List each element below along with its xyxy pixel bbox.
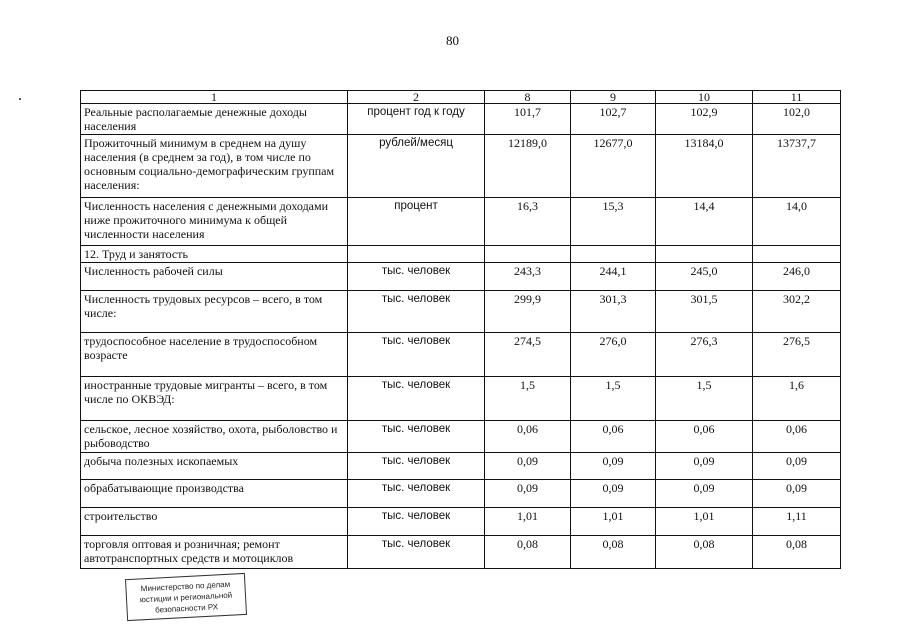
value-cell: 276,3: [656, 333, 753, 377]
indicator-name: добыча полезных ископаемых: [81, 453, 348, 480]
table-row: [81, 198, 841, 246]
value-cell: 0,06: [656, 421, 753, 453]
column-header: 11: [753, 91, 841, 104]
table-row: [81, 263, 841, 291]
table-row: [81, 291, 841, 333]
value-cell: 102,0: [753, 104, 841, 135]
value-cell: 102,7: [571, 104, 656, 135]
section-row: [81, 246, 841, 263]
value-cell: 0,06: [571, 421, 656, 453]
indicator-name: сельское, лесное хозяйство, охота, рыболовство и рыбоводство: [81, 421, 348, 453]
value-cell: 1,11: [753, 508, 841, 536]
unit-cell: тыс. человек: [348, 508, 485, 536]
indicator-name: обрабатывающие производства: [81, 480, 348, 508]
indicator-name: Прожиточный минимум в среднем на душу населения (в среднем за год), в том числе по основным социально-демографическим группам населения:: [81, 135, 348, 198]
table-row: [81, 508, 841, 536]
stamp-line: Министерство по делам: [140, 579, 231, 593]
table-row: [81, 480, 841, 508]
value-cell: 101,7: [485, 104, 571, 135]
value-cell: 13184,0: [656, 135, 753, 198]
value-cell: 301,5: [656, 291, 753, 333]
table-row: [81, 333, 841, 377]
unit-cell: процент: [348, 198, 485, 246]
value-cell: 0,09: [485, 453, 571, 480]
column-header: 10: [656, 91, 753, 104]
value-cell: 301,3: [571, 291, 656, 333]
value-cell: 299,9: [485, 291, 571, 333]
value-cell: 276,5: [753, 333, 841, 377]
value-cell: 1,01: [485, 508, 571, 536]
value-cell: 13737,7: [753, 135, 841, 198]
value-cell: 16,3: [485, 198, 571, 246]
value-cell: 1,01: [571, 508, 656, 536]
value-cell: 0,08: [571, 536, 656, 569]
value-cell: 14,0: [753, 198, 841, 246]
page-number: 80: [446, 33, 459, 48]
scan-dot: [19, 98, 21, 100]
value-cell: 15,3: [571, 198, 656, 246]
value-cell: 0,09: [753, 480, 841, 508]
table-header-row: [81, 91, 841, 104]
table-row: [81, 421, 841, 453]
value-cell: 0,06: [485, 421, 571, 453]
unit-cell: тыс. человек: [348, 377, 485, 421]
indicator-name: трудоспособное население в трудоспособном возрасте: [81, 333, 348, 377]
unit-cell: процент год к году: [348, 104, 485, 135]
indicators-table: [80, 90, 841, 569]
unit-cell: тыс. человек: [348, 421, 485, 453]
indicator-name: Численность рабочей силы: [81, 263, 348, 291]
indicator-name: строительство: [81, 508, 348, 536]
column-header: 1: [81, 91, 348, 104]
unit-cell: тыс. человек: [348, 480, 485, 508]
unit-cell: тыс. человек: [348, 333, 485, 377]
empty-cell: [571, 246, 656, 263]
column-header: 2: [348, 91, 485, 104]
value-cell: 274,5: [485, 333, 571, 377]
value-cell: 244,1: [571, 263, 656, 291]
value-cell: 0,09: [656, 480, 753, 508]
stamp-line: безопасности РХ: [154, 601, 219, 615]
unit-cell: рублей/месяц: [348, 135, 485, 198]
value-cell: 0,06: [753, 421, 841, 453]
value-cell: 1,6: [753, 377, 841, 421]
value-cell: 246,0: [753, 263, 841, 291]
table-row: [81, 104, 841, 135]
indicator-name: Численность трудовых ресурсов – всего, в том числе:: [81, 291, 348, 333]
indicator-name: Численность населения с денежными доходами ниже прожиточного минимума к общей численности населения: [81, 198, 348, 246]
value-cell: 12677,0: [571, 135, 656, 198]
value-cell: 243,3: [485, 263, 571, 291]
unit-cell: тыс. человек: [348, 453, 485, 480]
empty-cell: [348, 246, 485, 263]
value-cell: 102,9: [656, 104, 753, 135]
value-cell: 0,09: [571, 453, 656, 480]
column-header: 8: [485, 91, 571, 104]
indicator-name: иностранные трудовые мигранты – всего, в том числе по ОКВЭД:: [81, 377, 348, 421]
column-header: 9: [571, 91, 656, 104]
stamp-line: юстиции и региональной: [139, 590, 233, 604]
value-cell: 0,09: [571, 480, 656, 508]
unit-cell: тыс. человек: [348, 291, 485, 333]
value-cell: 276,0: [571, 333, 656, 377]
value-cell: 0,08: [485, 536, 571, 569]
value-cell: 0,09: [485, 480, 571, 508]
section-title: 12. Труд и занятость: [81, 246, 348, 263]
empty-cell: [753, 246, 841, 263]
indicator-name: Реальные располагаемые денежные доходы населения: [81, 104, 348, 135]
value-cell: 1,5: [571, 377, 656, 421]
value-cell: 1,01: [656, 508, 753, 536]
value-cell: 302,2: [753, 291, 841, 333]
table-row: [81, 135, 841, 198]
unit-cell: тыс. человек: [348, 536, 485, 569]
empty-cell: [656, 246, 753, 263]
indicator-name: торговля оптовая и розничная; ремонт автотранспортных средств и мотоциклов: [81, 536, 348, 569]
table-row: [81, 377, 841, 421]
table-row: [81, 453, 841, 480]
unit-cell: тыс. человек: [348, 263, 485, 291]
table-row: [81, 536, 841, 569]
value-cell: 0,08: [656, 536, 753, 569]
value-cell: 1,5: [656, 377, 753, 421]
empty-cell: [485, 246, 571, 263]
value-cell: 14,4: [656, 198, 753, 246]
value-cell: 0,08: [753, 536, 841, 569]
value-cell: 0,09: [753, 453, 841, 480]
registration-stamp: [125, 573, 247, 621]
value-cell: 245,0: [656, 263, 753, 291]
value-cell: 0,09: [656, 453, 753, 480]
value-cell: 1,5: [485, 377, 571, 421]
value-cell: 12189,0: [485, 135, 571, 198]
